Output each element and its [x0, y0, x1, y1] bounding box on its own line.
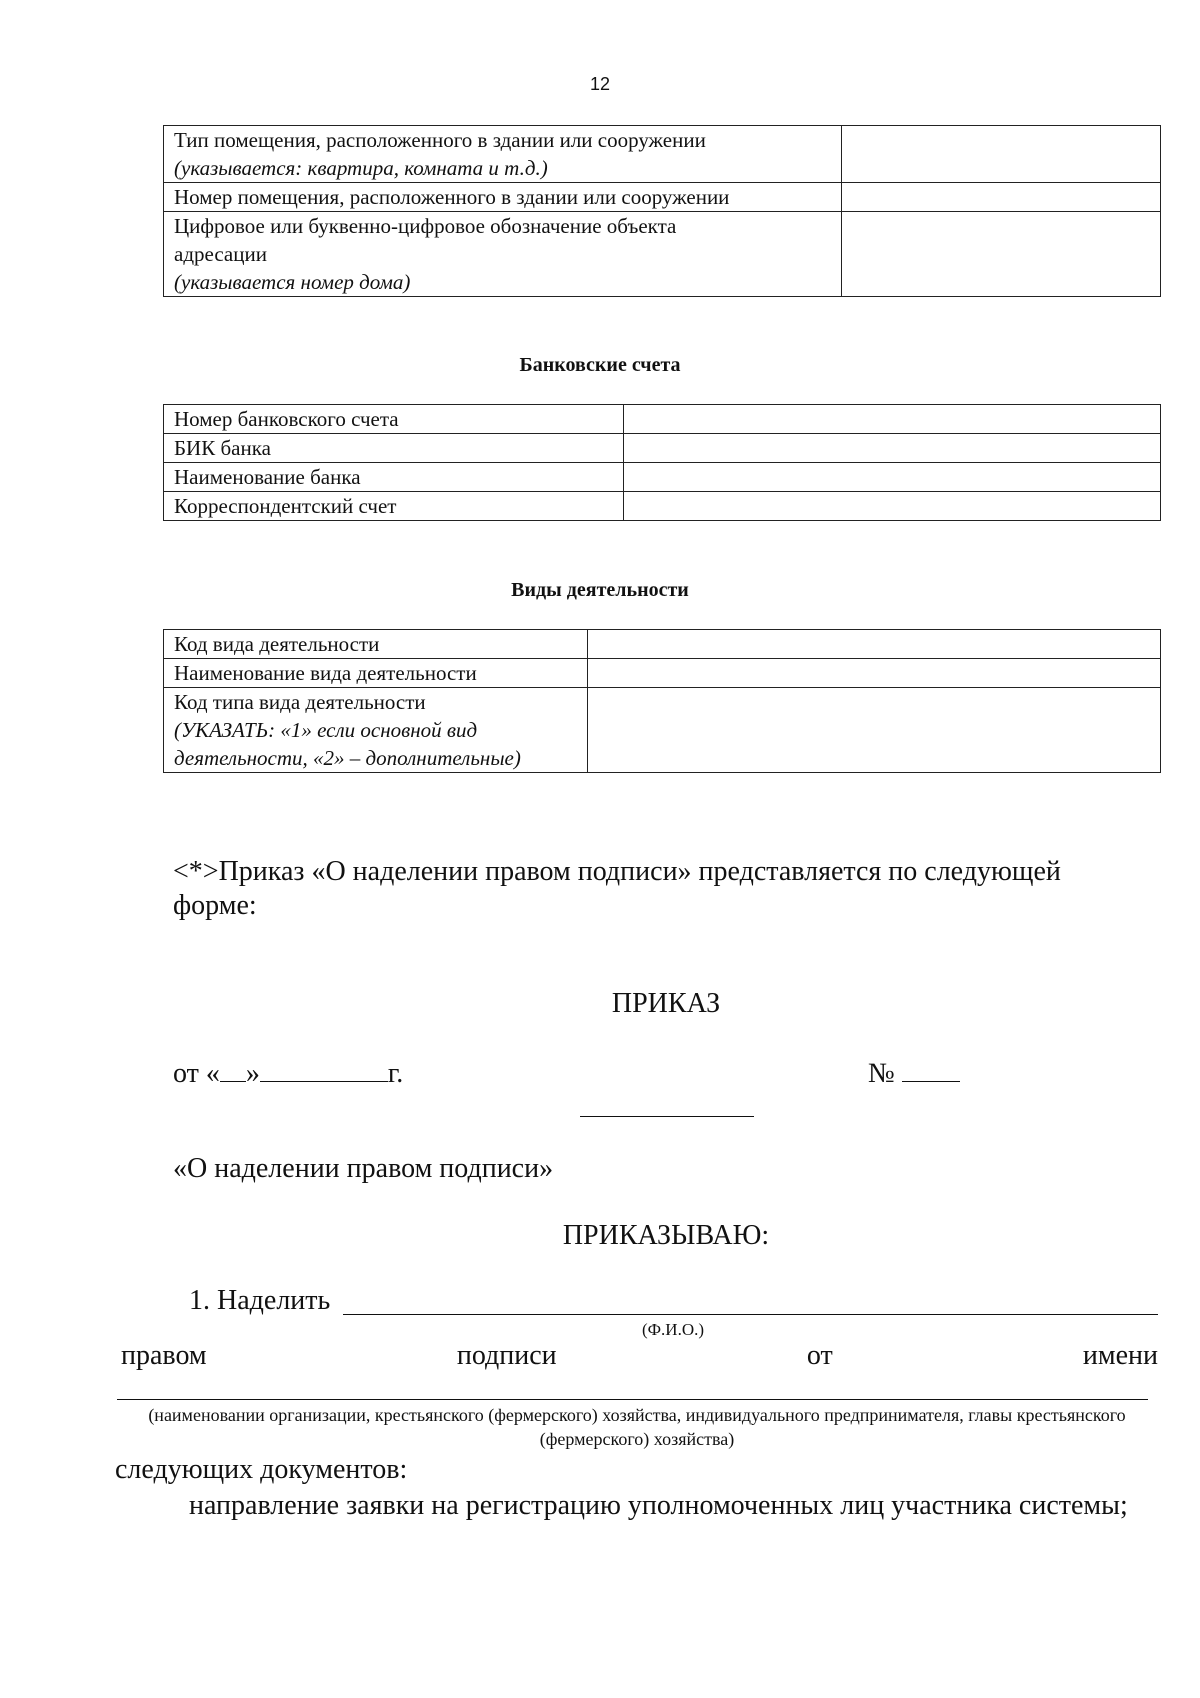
bank-bik-label: БИК банка — [164, 434, 624, 463]
order-intro: <*>Приказ «О наделении правом подписи» представляется по следующей форме: — [173, 856, 1061, 921]
activity-section-title: Виды деятельности — [511, 579, 689, 601]
order-number-line — [868, 1055, 960, 1091]
activity-name-label: Наименование вида деятельности — [164, 659, 588, 688]
table-row — [164, 212, 1161, 297]
doc-item: направление заявки на регистрацию уполномоченных лиц участника системы; — [189, 1490, 1128, 1521]
table-row — [164, 659, 1161, 688]
date-suffix: г. — [387, 1058, 404, 1089]
bank-account-value[interactable] — [623, 405, 1160, 434]
activity-type-code-label: Код типа вида деятельности — [174, 690, 426, 714]
premises-type-value[interactable] — [841, 126, 1160, 183]
correspondent-account-value[interactable] — [623, 492, 1160, 521]
fio-caption: (Ф.И.О.) — [641, 1320, 705, 1339]
table-row — [164, 434, 1161, 463]
order-subject: «О наделении правом подписи» — [173, 1153, 554, 1184]
word-imeni: имени — [1082, 1340, 1158, 1371]
activity-code-label: Код вида деятельности — [164, 630, 588, 659]
table-cell-label — [164, 183, 842, 212]
table-cell-label — [164, 688, 588, 773]
bank-name-label: Наименование банка — [164, 463, 624, 492]
address-object-value[interactable] — [841, 212, 1160, 297]
correspondent-account-label: Корреспондентский счет — [164, 492, 624, 521]
bank-section-title: Банковские счета — [519, 354, 681, 376]
table-row — [164, 183, 1161, 212]
activity-table — [163, 629, 1161, 773]
fio-line[interactable] — [343, 1314, 1158, 1315]
address-object-note: (указывается номер дома) — [174, 270, 411, 294]
date-mid: » — [245, 1058, 260, 1089]
order-command: ПРИКАЗЫВАЮ: — [562, 1220, 770, 1251]
table-row — [164, 492, 1161, 521]
docs-label: следующих документов: — [115, 1454, 408, 1485]
activity-name-value[interactable] — [587, 659, 1160, 688]
table-row — [164, 126, 1161, 183]
bank-account-label: Номер банковского счета — [164, 405, 624, 434]
month-field[interactable] — [260, 1055, 388, 1082]
right-words-line — [121, 1339, 1158, 1373]
page-number: 12 — [589, 74, 611, 94]
premises-type-note: (указывается: квартира, комната и т.д.) — [174, 156, 548, 180]
bank-table — [163, 404, 1161, 521]
word-ot: от — [806, 1340, 833, 1371]
number-label: № — [868, 1058, 895, 1089]
address-object-label: Цифровое или буквенно-цифровое обозначение объекта адресации — [174, 214, 677, 266]
org-name-line[interactable] — [117, 1399, 1148, 1400]
table-cell-label — [164, 212, 842, 297]
premises-type-label: Тип помещения, расположенного в здании или сооружении — [174, 128, 706, 152]
address-table — [163, 125, 1161, 297]
order-date-line — [173, 1055, 403, 1091]
table-row — [164, 688, 1161, 773]
day-field[interactable] — [220, 1055, 246, 1082]
table-row — [164, 405, 1161, 434]
date-prefix: от « — [173, 1058, 220, 1089]
bank-name-value[interactable] — [623, 463, 1160, 492]
place-line[interactable] — [580, 1116, 754, 1117]
table-row — [164, 463, 1161, 492]
word-pravom: правом — [121, 1340, 207, 1371]
org-caption: (наименовании организации, крестьянского (фермерского) хозяйства, индивидуального предпринимателя, главы крестьянского (фермерского) хозяйства) — [148, 1405, 1126, 1449]
order-number-field[interactable] — [902, 1055, 960, 1082]
table-row — [164, 630, 1161, 659]
premises-number-value[interactable] — [841, 183, 1160, 212]
order-title: ПРИКАЗ — [611, 988, 721, 1019]
word-podpisi: подписи — [456, 1340, 557, 1371]
premises-number-label: Номер помещения, расположенного в здании или сооружении — [174, 185, 730, 209]
item1-label: 1. Наделить — [189, 1285, 331, 1316]
activity-type-code-note: (УКАЗАТЬ: «1» если основной вид деятельности, «2» – дополнительные) — [174, 718, 521, 770]
activity-code-value[interactable] — [587, 630, 1160, 659]
table-cell-label — [164, 126, 842, 183]
activity-type-code-value[interactable] — [587, 688, 1160, 773]
bank-bik-value[interactable] — [623, 434, 1160, 463]
